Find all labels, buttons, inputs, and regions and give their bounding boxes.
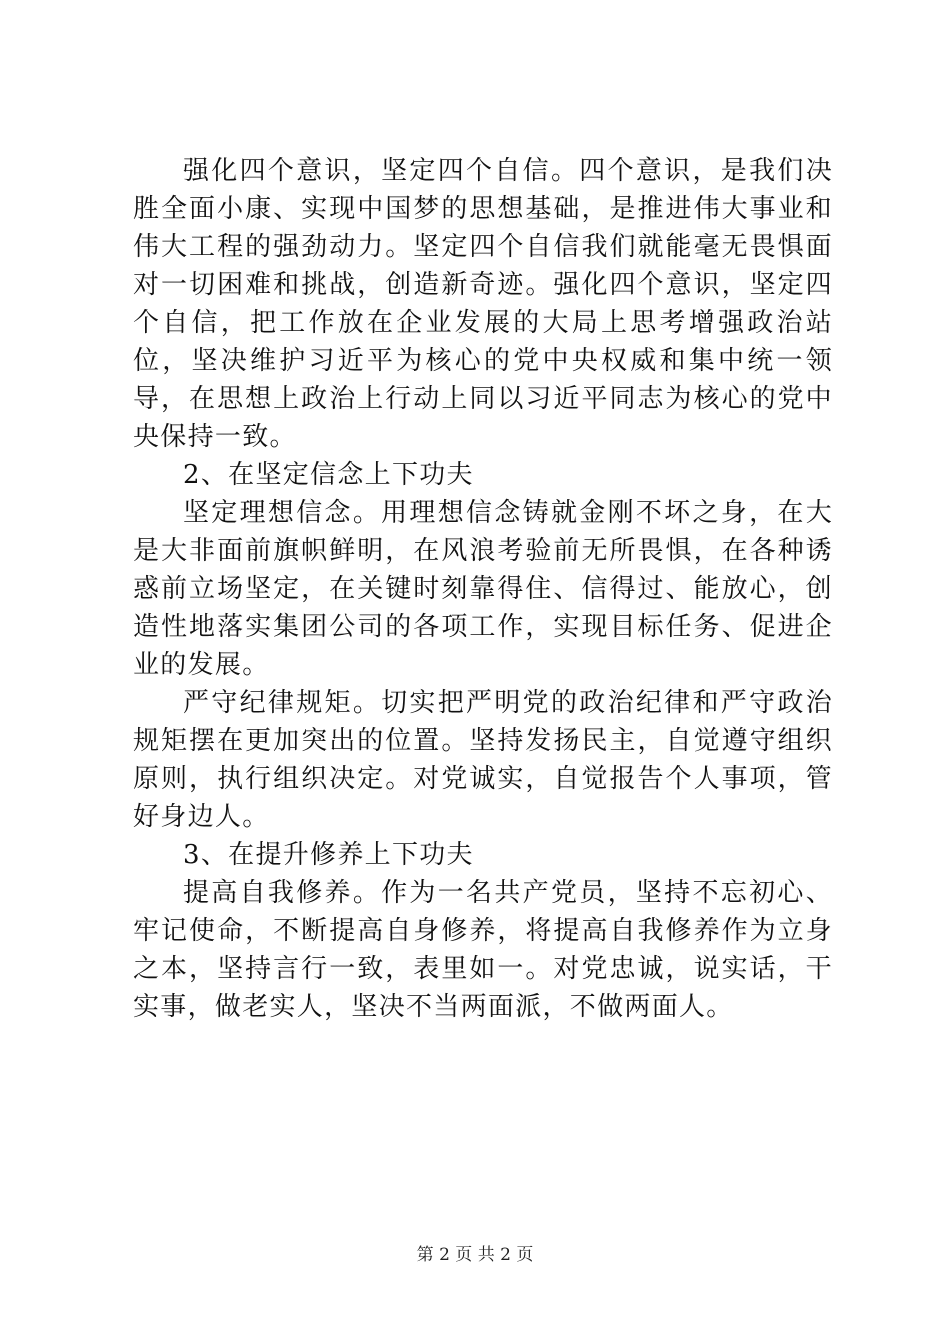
paragraph-discipline-rules: 严守纪律规矩。切实把严明党的政治纪律和严守政治规矩摆在更加突出的位置。坚持发扬民主，自觉遵守组织原则，执行组织决定。对党诚实，自觉报告个人事项，管好身边人。	[133, 688, 833, 832]
document-body	[133, 152, 833, 1026]
paragraph-ideals-beliefs: 坚定理想信念。用理想信念铸就金刚不坏之身，在大是大非面前旗帜鲜明，在风浪考验前无所畏惧，在各种诱惑前立场坚定，在关键时刻靠得住、信得过、能放心，创造性地落实集团公司的各项工作，实现目标任务、促进企业的发展。	[133, 498, 833, 680]
section-heading-cultivation: 3、在提升修养上下功夫	[183, 840, 474, 870]
paragraph-self-cultivation: 提高自我修养。作为一名共产党员，坚持不忘初心、牢记使命，不断提高自身修养，将提高自我修养作为立身之本，坚持言行一致，表里如一。对党忠诚，说实话，干实事，做老实人，坚决不当两面派，不做两面人。	[133, 878, 833, 1022]
page-footer	[0, 1244, 950, 1266]
page-number-label: 第 2 页 共 2 页	[416, 1245, 534, 1265]
paragraph-strengthen-awareness: 强化四个意识，坚定四个自信。四个意识，是我们决胜全面小康、实现中国梦的思想基础，是推进伟大事业和伟大工程的强劲动力。坚定四个自信我们就能毫无畏惧面对一切困难和挑战，创造新奇迹。强化四个意识，坚定四个自信，把工作放在企业发展的大局上思考增强政治站位，坚决维护习近平为核心的党中央权威和集中统一领导，在思想上政治上行动上同以习近平同志为核心的党中央保持一致。	[133, 156, 833, 452]
section-heading-faith: 2、在坚定信念上下功夫	[183, 460, 474, 490]
